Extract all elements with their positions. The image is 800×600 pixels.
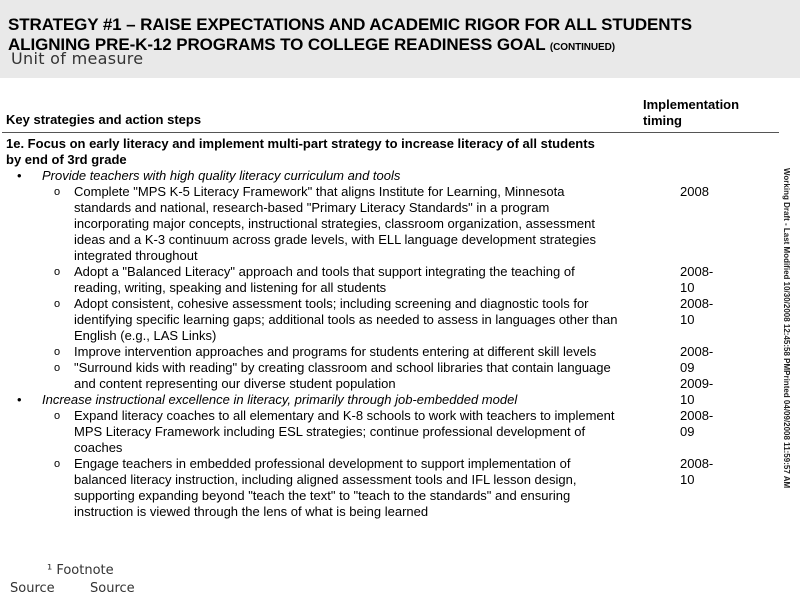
title-line-2: ALIGNING PRE-K-12 PROGRAMS TO COLLEGE READINESS GOAL (8, 35, 546, 54)
sub-bullet-marker: o (54, 362, 61, 374)
timing-value: 2008-10 (680, 296, 714, 327)
timing-value: 2008 (680, 184, 709, 199)
bullet-marker: • (17, 168, 22, 183)
bullet-text: Provide teachers with high quality literacy curriculum and tools (42, 168, 401, 183)
source-label: Source (10, 581, 55, 596)
action-text: Expand literacy coaches to all elementary and K-8 schools to work with teachers to implement MPS Literacy Framework including ESL strategies; continue professional development of coaches (74, 408, 615, 455)
action-item (0, 296, 714, 344)
action-text: Improve intervention approaches and programs for students entering at different skill levels (74, 344, 597, 359)
column-header-strategies: Key strategies and action steps (6, 112, 202, 127)
draft-note: Working Draft - Last Modified 10/30/2008 12:45:58 PMPrinted 04/09/2008 11:59:57 AM (782, 168, 791, 489)
timing-value (680, 344, 713, 408)
action-text: Engage teachers in embedded professional development to support implementation of balanced literacy instruction, including aligned assessment tools and IFL lesson design, supporting expanding beyond "teach the text" to "teach to the standards" and ensuring instruction is viewed through the lens of what is being learned (74, 456, 577, 519)
column-header-timing-line-1: Implementation (643, 97, 740, 112)
action-text: Complete "MPS K-5 Literacy Framework" that aligns Institute for Learning, Minnesota standards and national, research-based "Primary Literacy Standards" in a program incorporating major concepts, instructional strategies, classroom organization, assessment ideas and a K-3 continuum across grade levels, with ELL language development strategies integrated throughout (74, 184, 596, 263)
footnote: ¹ Footnote (47, 563, 114, 578)
action-text: "Surround kids with reading" by creating classroom and school libraries that contain language and content representing our diverse student population (74, 360, 611, 391)
sub-bullet-marker: o (54, 346, 61, 358)
sub-bullet-marker: o (54, 410, 61, 422)
column-header-timing (643, 97, 739, 129)
sub-bullet-marker: o (54, 458, 61, 470)
title-continued: (CONTINUED) (549, 42, 615, 53)
timing-value-2: 2009-10 (680, 376, 714, 407)
source-label: Source (90, 581, 135, 596)
strategy-heading: 1e. Focus on early literacy and implement multi-part strategy to increase literacy of all students by end of 3rd grade (6, 136, 595, 167)
title-line-1: STRATEGY #1 – RAISE EXPECTATIONS AND ACADEMIC RIGOR FOR ALL STUDENTS (8, 15, 692, 34)
timing-value: 2008-10 (680, 456, 714, 487)
action-item (0, 184, 709, 264)
sub-bullet-marker: o (54, 266, 61, 278)
action-text: Adopt consistent, cohesive assessment tools; including screening and diagnostic tools for identifying specific learning gaps; additional tools as needed to assess in languages other than English (e.g., LAS Links) (74, 296, 618, 343)
sub-bullet-marker: o (54, 298, 61, 310)
timing-value: 2008-10 (680, 264, 714, 295)
action-text: Adopt a "Balanced Literacy" approach and tools that support integrating the teaching of reading, writing, speaking and listening for all students (74, 264, 575, 295)
action-item (0, 360, 624, 392)
unit-of-measure: Unit of measure (11, 49, 144, 68)
timing-value: 2008-09 (680, 408, 714, 439)
bullet-text: Increase instructional excellence in literacy, primarily through job-embedded model (42, 392, 518, 407)
header-divider (2, 132, 779, 133)
column-header-timing-line-2: timing (643, 113, 682, 128)
strategy-content (0, 136, 800, 520)
timing-value-1: 2008-09 (680, 344, 714, 375)
action-item (0, 456, 714, 520)
action-item (0, 264, 714, 296)
sub-bullet-marker: o (54, 186, 61, 198)
bullet-marker: • (17, 392, 22, 407)
bullet-1 (0, 168, 602, 184)
action-item (0, 408, 714, 456)
bullet-2 (0, 392, 602, 408)
draft-watermark (780, 168, 798, 489)
